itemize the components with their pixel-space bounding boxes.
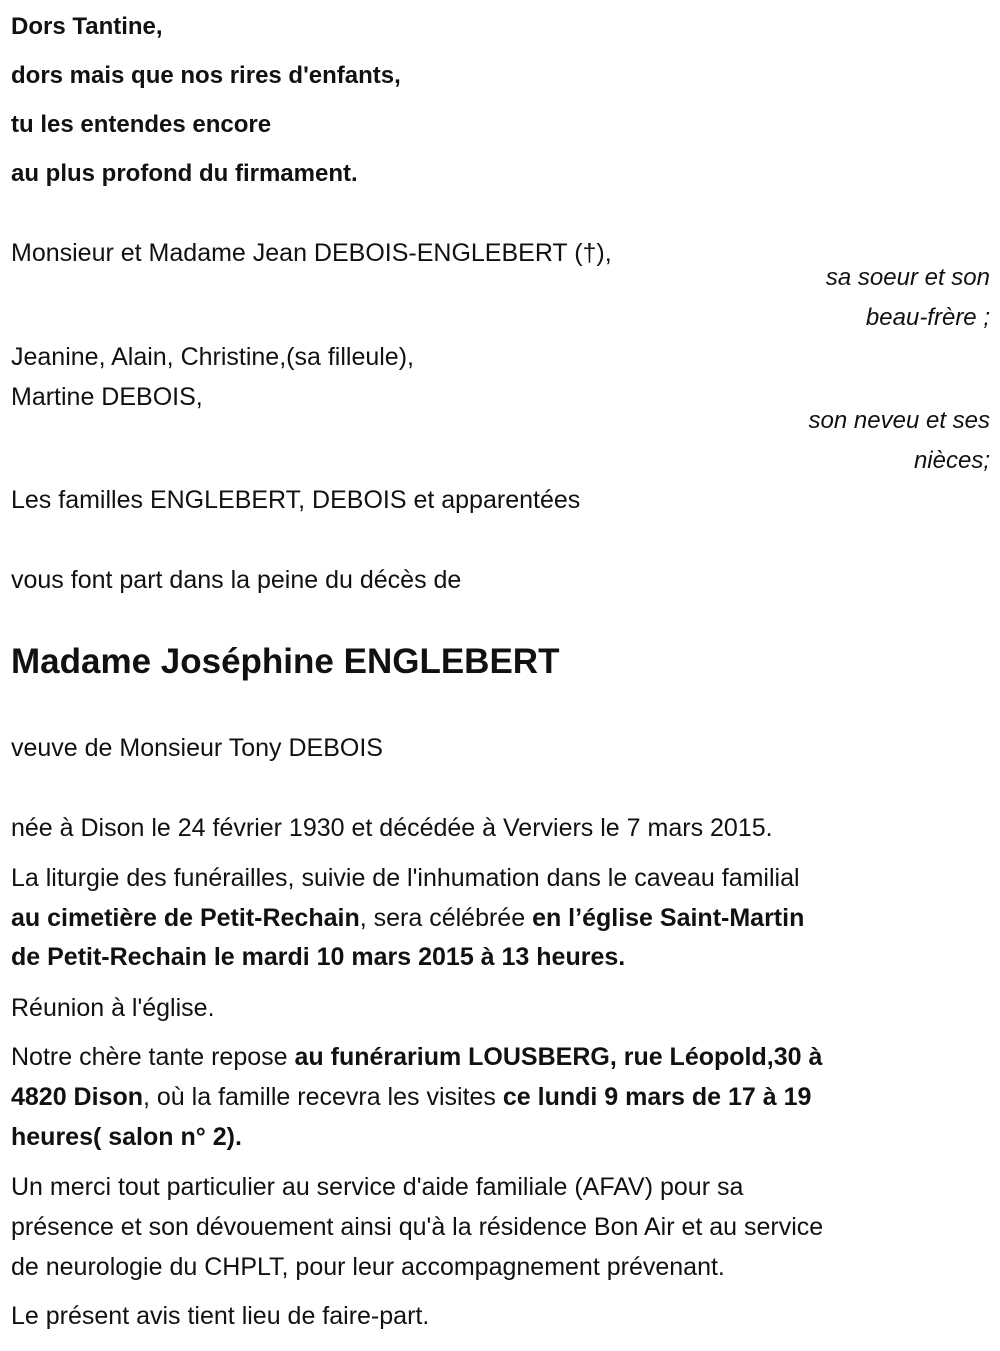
relation-text: nièces; [913, 447, 990, 474]
poem-line: tu les entendes encore [11, 111, 272, 138]
text: , où la famille recevra les visites [143, 1083, 503, 1111]
liturgy-line: La liturgie des funérailles, suivie de l'inhumation dans le caveau familial [11, 864, 800, 892]
funeral-home: au funérarium LOUSBERG, rue Léopold,30 à [294, 1043, 823, 1071]
relation-text: son neveu et ses [808, 407, 990, 434]
visit-room: heures( salon n° 2). [11, 1123, 242, 1151]
family-line: Monsieur et Madame Jean DEBOIS-ENGLEBERT (†), [11, 239, 612, 267]
visit-line [11, 1042, 822, 1072]
ceremony-date: de Petit-Rechain le mardi 10 mars 2015 à 13 heures. [11, 943, 626, 971]
family-line: Martine DEBOIS, [11, 383, 203, 411]
visit-time: ce lundi 9 mars de 17 à 19 [502, 1083, 812, 1111]
poem-line: dors mais que nos rires d'enfants, [11, 62, 401, 89]
deceased-name: Madame Joséphine ENGLEBERT [11, 642, 560, 681]
closing: Le présent avis tient lieu de faire-part. [11, 1302, 430, 1330]
relation-text: beau-frère ; [865, 304, 990, 331]
text: Notre chère tante repose [11, 1043, 295, 1071]
thanks-line: Un merci tout particulier au service d'aide familiale (AFAV) pour sa [11, 1173, 744, 1201]
visit-line [11, 1082, 811, 1112]
cemetery: au cimetière de Petit-Rechain [11, 904, 360, 932]
liturgy-line [11, 942, 625, 972]
relation-text: sa soeur et son [825, 264, 990, 291]
poem-line: au plus profond du firmament. [11, 160, 358, 187]
family-line: Les familles ENGLEBERT, DEBOIS et apparentées [11, 486, 581, 514]
thanks-line: présence et son dévouement ainsi qu'à la résidence Bon Air et au service [11, 1213, 824, 1241]
birth-death: née à Dison le 24 février 1930 et décédée à Verviers le 7 mars 2015. [11, 814, 773, 842]
thanks-line: de neurologie du CHPLT, pour leur accompagnement prévenant. [11, 1253, 725, 1281]
visit-line [11, 1122, 242, 1152]
church: en l’église Saint-Martin [532, 904, 805, 932]
city: 4820 Dison [11, 1083, 144, 1111]
poem-line: Dors Tantine, [11, 13, 163, 40]
widow-of: veuve de Monsieur Tony DEBOIS [11, 734, 383, 762]
announcement: vous font part dans la peine du décès de [11, 566, 462, 594]
family-line: Jeanine, Alain, Christine,(sa filleule), [11, 343, 414, 371]
reunion: Réunion à l'église. [11, 994, 215, 1022]
liturgy-line [11, 903, 804, 933]
text: , sera célébrée [359, 904, 533, 932]
